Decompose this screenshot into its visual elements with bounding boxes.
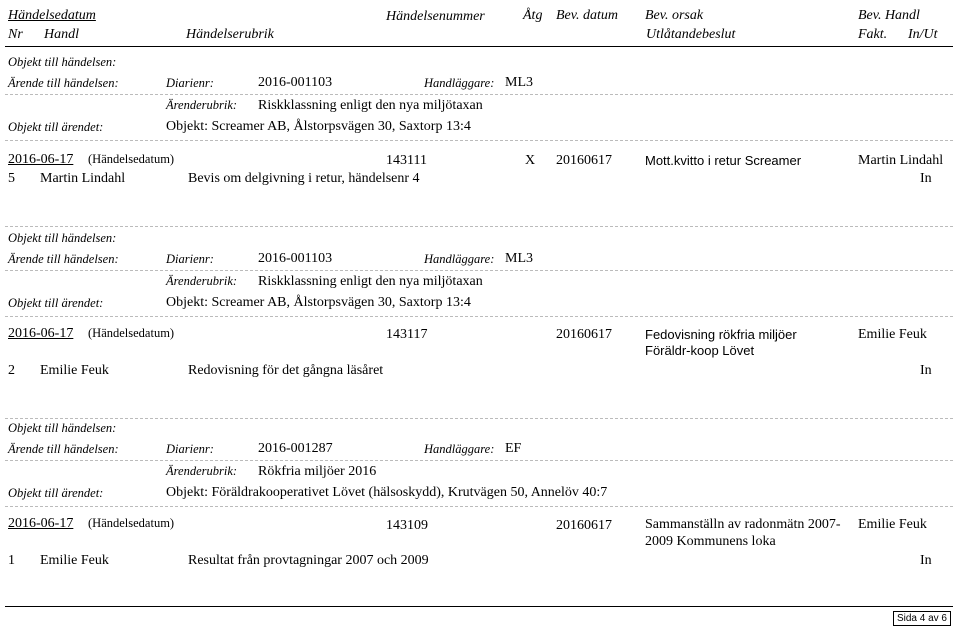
objekt-till-handelsen-label: Objekt till händelsen: [8,231,117,245]
objekt-value: Objekt: Föräldrakooperativet Lövet (hälsoskydd), Krutvägen 50, Annelöv 40:7 [166,485,608,500]
col-bev-handl: Bev. Handl [858,8,920,23]
objekt-till-arendet-label: Objekt till ärendet: [8,296,104,310]
objekt-till-handelsen-label: Objekt till händelsen: [8,421,117,435]
arenderubrik-label: Ärenderubrik: [166,98,238,112]
col-utlatandebeslut: Utlåtandebeslut [646,27,736,42]
event-bev-handl: Emilie Feuk [858,517,927,532]
arenderubrik-label: Ärenderubrik: [166,464,238,478]
arende-till-handelsen-label: Ärende till händelsen: [8,76,119,90]
event-rubrik: Redovisning för det gångna läsåret [188,363,384,378]
handlaggare-label: Handläggare: [424,442,495,456]
diarienr-label: Diarienr: [166,442,214,456]
diarienr-value: 2016-001103 [258,75,333,90]
arenderubrik-value: Rökfria miljöer 2016 [258,464,377,479]
record-divider [5,140,953,141]
event-atg: X [525,153,536,168]
event-bev-datum: 20160617 [556,518,612,533]
event-nr: 2 [8,363,15,378]
objekt-till-arendet-label: Objekt till ärendet: [8,120,104,134]
col-nr: Nr [8,27,23,42]
col-bev-orsak: Bev. orsak [645,8,704,23]
handlaggare-value: EF [505,441,522,456]
event-in-ut: In [920,363,932,378]
col-in-ut: In/Ut [908,27,938,42]
handlaggare-label: Handläggare: [424,76,495,90]
col-fakt: Fakt. [858,27,888,42]
diarienr-label: Diarienr: [166,76,214,90]
handelsedatum-paren: (Händelsedatum) [88,326,175,340]
record-divider [5,226,953,227]
event-bev-handl: Martin Lindahl [858,153,944,168]
record-divider [5,418,953,419]
col-handelsenummer: Händelsenummer [386,9,485,24]
arende-till-handelsen-label: Ärende till händelsen: [8,442,119,456]
event-number: 143109 [386,518,428,533]
event-orsak: Fedovisning rökfria miljöer [645,327,797,342]
record-divider [5,94,953,95]
arenderubrik-value: Riskklassning enligt den nya miljötaxan [258,98,483,113]
col-handelserubrik: Händelserubrik [186,27,274,42]
event-bev-handl: Emilie Feuk [858,327,927,342]
event-rubrik: Bevis om delgivning i retur, händelsenr 4 [188,171,420,186]
event-number: 143111 [386,153,427,168]
handelsedatum-paren: (Händelsedatum) [88,516,175,530]
event-number: 143117 [386,327,428,342]
arenderubrik-value: Riskklassning enligt den nya miljötaxan [258,274,483,289]
record-divider [5,460,953,461]
header-divider [5,46,953,47]
event-date: 2016-06-17 [8,152,74,167]
event-in-ut: In [920,171,932,186]
event-orsak: Mott.kvitto i retur Screamer [645,153,802,168]
event-orsak: Sammanställn av radonmätn 2007- [645,517,841,532]
diarienr-value: 2016-001287 [258,441,333,456]
record-divider [5,270,953,271]
page-number: Sida 4 av 6 [893,611,951,626]
objekt-value: Objekt: Screamer AB, Ålstorpsvägen 30, Saxtorp 13:4 [166,119,471,134]
event-bev-datum: 20160617 [556,327,612,342]
arende-till-handelsen-label: Ärende till händelsen: [8,252,119,266]
record-divider [5,316,953,317]
event-date: 2016-06-17 [8,516,74,531]
record-divider [5,506,953,507]
col-handl: Handl [44,27,79,42]
event-rubrik: Resultat från provtagningar 2007 och 2009 [188,553,429,568]
col-handelsedatum: Händelsedatum [8,8,96,23]
footer-divider [5,606,953,607]
col-bev-datum: Bev. datum [556,8,618,23]
event-nr: 1 [8,553,15,568]
diarienr-label: Diarienr: [166,252,214,266]
objekt-till-arendet-label: Objekt till ärendet: [8,486,104,500]
event-bev-datum: 20160617 [556,153,612,168]
event-orsak-line2: 2009 Kommunens loka [645,534,776,549]
handlaggare-label: Handläggare: [424,252,495,266]
handelsedatum-paren: (Händelsedatum) [88,152,175,166]
diarienr-value: 2016-001103 [258,251,333,266]
handlaggare-value: ML3 [505,75,533,90]
arenderubrik-label: Ärenderubrik: [166,274,238,288]
handlaggare-value: ML3 [505,251,533,266]
event-date: 2016-06-17 [8,326,74,341]
event-in-ut: In [920,553,932,568]
col-atg: Åtg [523,8,543,23]
objekt-value: Objekt: Screamer AB, Ålstorpsvägen 30, Saxtorp 13:4 [166,295,471,310]
event-handl: Emilie Feuk [40,553,109,568]
event-handl: Emilie Feuk [40,363,109,378]
event-handl: Martin Lindahl [40,171,126,186]
objekt-till-handelsen-label: Objekt till händelsen: [8,55,117,69]
event-nr: 5 [8,171,15,186]
event-orsak-line2: Föräldr-koop Lövet [645,343,755,358]
